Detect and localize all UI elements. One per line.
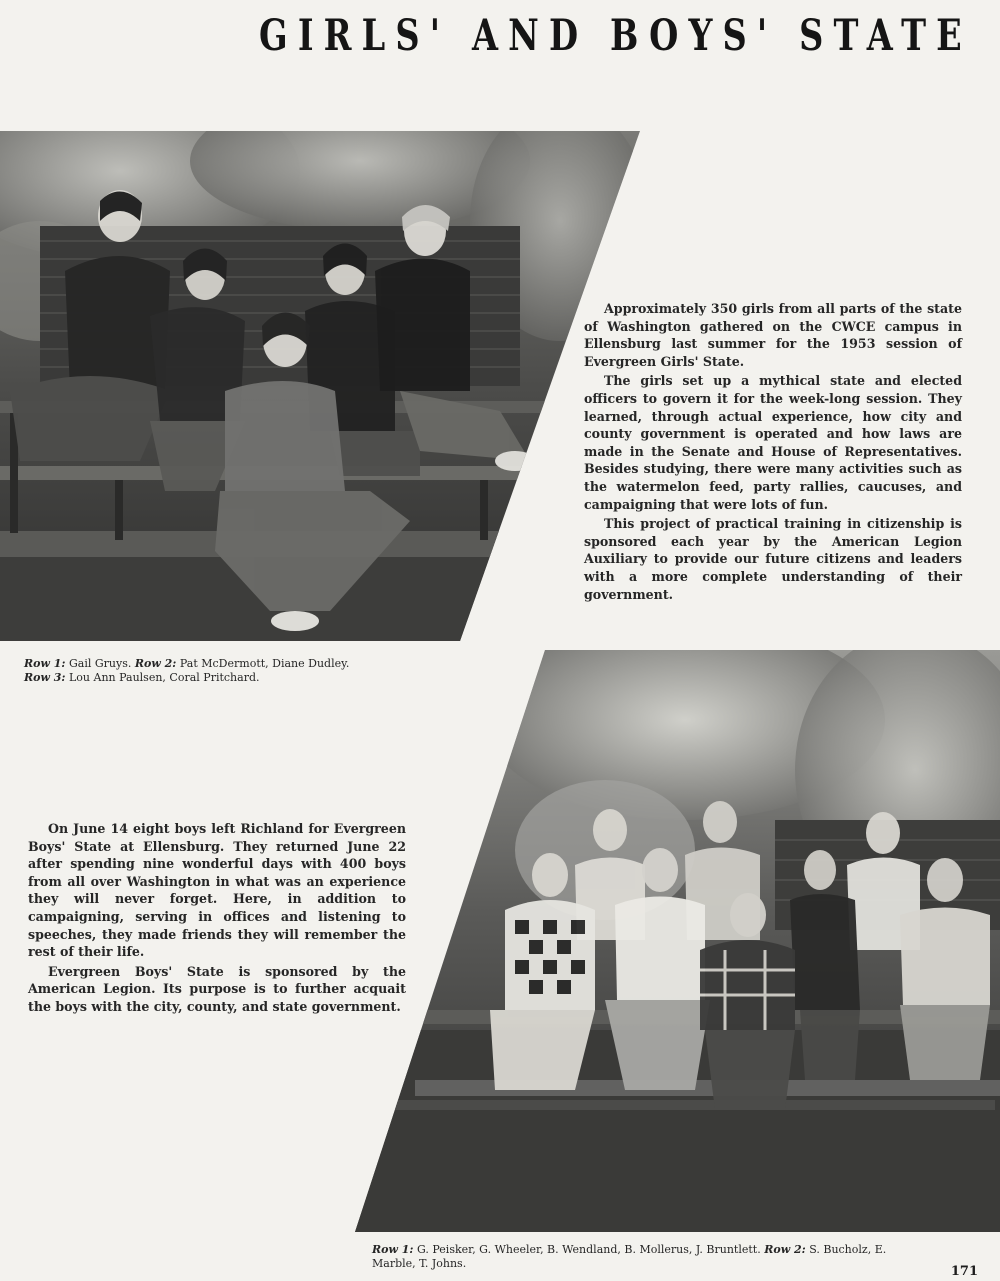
caption-row-names: G. Peisker, G. Wheeler, B. Wendland, B. Mollerus, J. Bruntlett.	[417, 1243, 761, 1256]
caption-row-names: Pat McDermott, Diane Dudley.	[179, 657, 350, 670]
girls-state-article	[584, 300, 962, 605]
boys-state-paragraph: Evergreen Boys' State is sponsored by the American Legion. Its purpose is to further acquait the boys with the city, county, and state government.	[28, 963, 406, 1014]
girls-state-photo	[0, 131, 640, 641]
page-title: GIRLS' AND BOYS' STATE	[259, 11, 972, 61]
girls-state-paragraph: This project of practical training in citizenship is sponsored each year by the American Legion Auxiliary to provide our future citizens and leaders with a more complete understanding of their government.	[584, 516, 962, 602]
page-number: 171	[950, 1264, 978, 1279]
caption-row-label: Row 3:	[24, 671, 66, 684]
caption-row-label: Row 2:	[764, 1243, 806, 1256]
girls-state-caption	[24, 657, 354, 685]
caption-row-names: Gail Gruys.	[69, 657, 132, 670]
caption-row-label: Row 1:	[372, 1243, 414, 1256]
girls-state-paragraph: The girls set up a mythical state and elected officers to govern it for the week-long session. They learned, through actual experience, how city and county government is operated and how laws are made in the Senate and House of Representatives. Besides studying, there were many activities such as the watermelon feed, party rallies, caucuses, and campaigning that were lots of fun.	[584, 373, 962, 512]
boys-state-article	[28, 820, 406, 1018]
boys-state-photo	[355, 650, 1000, 1232]
boys-state-caption	[372, 1243, 932, 1271]
caption-row-label: Row 2:	[134, 657, 177, 670]
caption-row-names: S. Bucholz, E. Marble, T. Johns.	[372, 1243, 887, 1270]
boys-state-paragraph: On June 14 eight boys left Richland for Evergreen Boys' State at Ellensburg. They returned June 22 after spending nine wonderful days with 400 boys from all over Washington in what was an experience they will never forget. Here, in addition to campaigning, serving in offices and listening to speeches, they made friends they will remember the rest of their life.	[28, 821, 406, 960]
caption-row-names: Lou Ann Paulsen, Coral Pritchard.	[69, 671, 260, 684]
caption-row-label: Row 1:	[24, 657, 66, 670]
girls-state-paragraph: Approximately 350 girls from all parts of the state of Washington gathered on the CWCE campus in Ellensburg last summer for the 1953 session of Evergreen Girls' State.	[584, 301, 962, 369]
